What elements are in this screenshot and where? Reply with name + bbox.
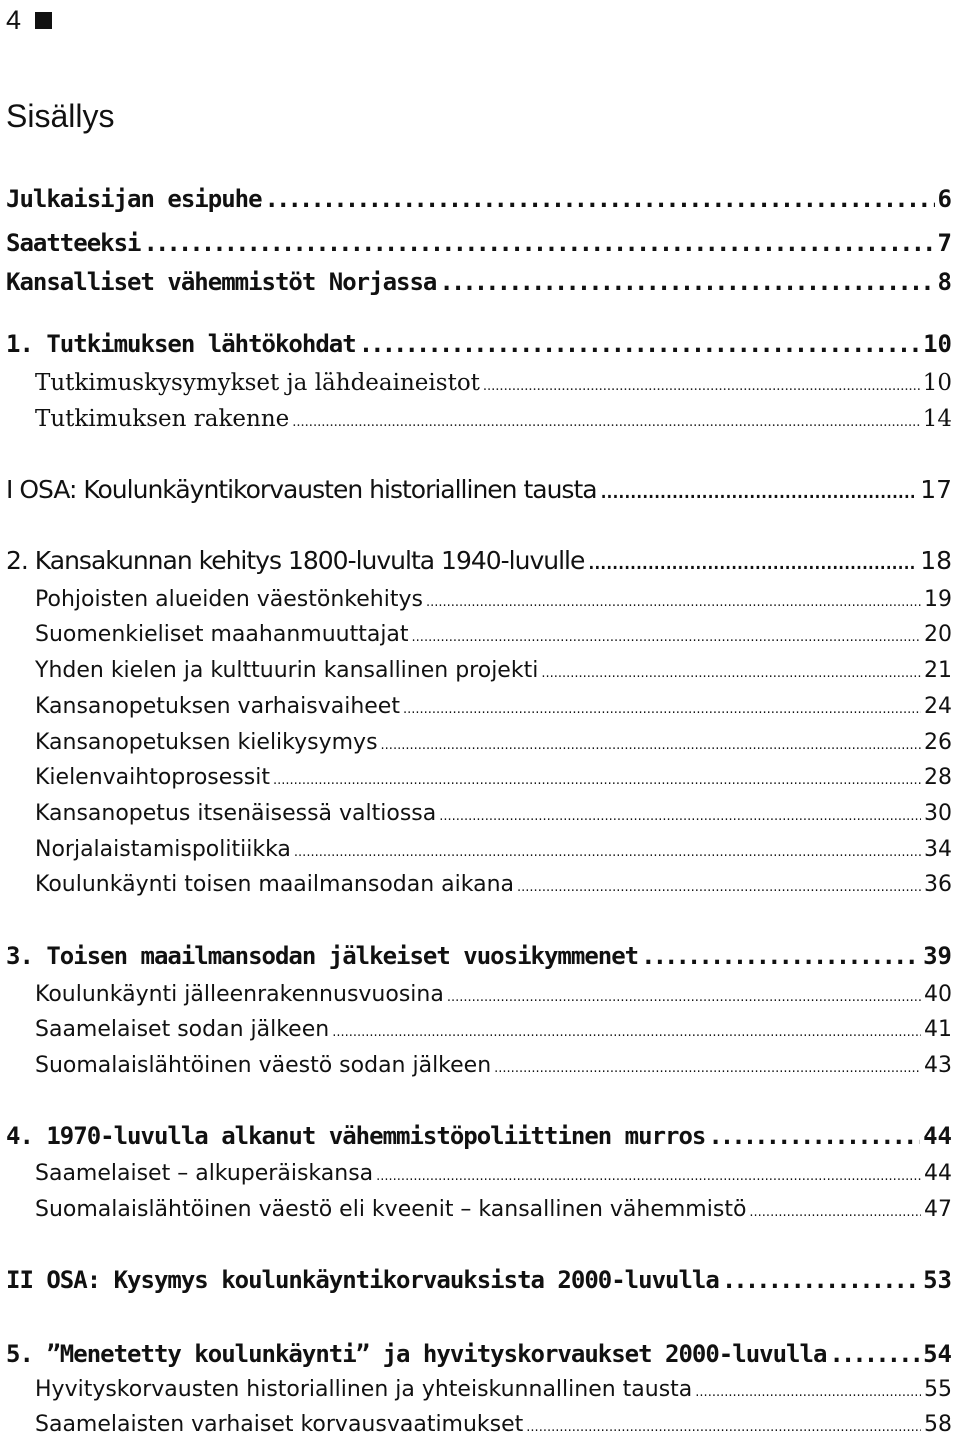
toc-entry[interactable]: Koulunkäynti jälleenrakennusvuosina ..... 40 [35,982,952,1007]
toc-entry[interactable]: Saatteeksi ..... 7 [6,229,952,257]
toc-entry[interactable]: Kansalliset vähemmistöt Norjassa ..... 8 [6,268,952,296]
page-title: Sisällys [6,98,115,134]
page-number: 4 [6,4,22,35]
toc-entry[interactable]: I OSA: Koulunkäyntikorvausten historiallinen tausta ..... 17 [6,475,952,504]
toc-entry[interactable]: Suomalaislähtöinen väestö sodan jälkeen ..... 43 [35,1053,952,1078]
toc-entry[interactable]: 2. Kansakunnan kehitys 1800-luvulta 1940-luvulle ..... 18 [6,546,952,575]
toc-entry[interactable]: Pohjoisten alueiden väestönkehitys ..... 19 [35,587,952,612]
toc-entry[interactable]: Kansanopetus itsenäisessä valtiossa ..... 30 [35,801,952,826]
toc-entry[interactable]: Kansanopetuksen varhaisvaiheet ..... 24 [35,694,952,719]
toc-entry[interactable]: Koulunkäynti toisen maailmansodan aikana ..... 36 [35,872,952,897]
toc-entry[interactable]: Saamelaisten varhaiset korvausvaatimukset ..... 58 [35,1412,952,1437]
toc-entry[interactable]: 3. Toisen maailmansodan jälkeiset vuosikymmenet ..... 39 [6,942,952,970]
toc-entry[interactable]: 1. Tutkimuksen lähtökohdat ..... 10 [6,330,952,358]
toc-entry[interactable]: Suomenkieliset maahanmuuttajat ..... 20 [35,622,952,647]
toc-entry[interactable]: II OSA: Kysymys koulunkäyntikorvauksista 2000-luvulla ..... 53 [6,1266,952,1294]
toc-entry[interactable]: Saamelaiset – alkuperäiskansa ..... 44 [35,1161,952,1186]
toc-entry[interactable]: Kielenvaihtoprosessit ..... 28 [35,765,952,790]
toc-entry[interactable]: Tutkimuskysymykset ja lähdeaineistot ..... 10 [35,370,952,396]
toc-entry[interactable]: Julkaisijan esipuhe ..... 6 [6,185,952,213]
toc-entry[interactable]: Tutkimuksen rakenne ..... 14 [35,406,952,432]
toc-entry[interactable]: 4. 1970-luvulla alkanut vähemmistöpoliittinen murros ..... 44 [6,1122,952,1150]
square-marker-icon [35,12,52,29]
toc-entry[interactable]: Norjalaistamispolitiikka ..... 34 [35,837,952,862]
toc-entry[interactable]: Suomalaislähtöinen väestö eli kveenit – kansallinen vähemmistö ..... 47 [35,1197,952,1222]
page-header [6,0,52,40]
toc-entry[interactable]: Saamelaiset sodan jälkeen ..... 41 [35,1017,952,1042]
toc-entry[interactable]: Hyvityskorvausten historiallinen ja yhteiskunnallinen tausta ..... 55 [35,1377,952,1402]
toc-entry[interactable]: Yhden kielen ja kulttuurin kansallinen projekti ..... 21 [35,658,952,683]
toc-entry[interactable]: 5. ”Menetetty koulunkäynti” ja hyvityskorvaukset 2000-luvulla ..... 54 [6,1340,952,1368]
toc-entry[interactable]: Kansanopetuksen kielikysymys ..... 26 [35,730,952,755]
